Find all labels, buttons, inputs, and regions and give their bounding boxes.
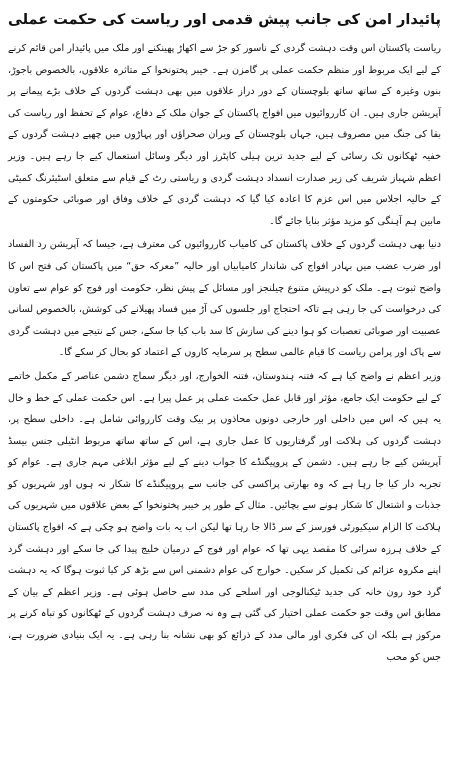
article-body bbox=[8, 38, 441, 668]
article-paragraph: ریاست پاکستان اس وقت دہشت گردی کے ناسور کو جڑ سے اکھاڑ پھینکنے اور ملک میں پائیدار امن قائم کرنے کے لیے ایک مربوط اور منظم حکمت عملی پر گامزن ہے۔ خیبر پختونخوا کے متاثرہ علاقوں، بالخصوص باجوڑ، بنوں وغیرہ کے ساتھ ساتھ بلوچستان کے دور دراز علاقوں میں بھی دہشت گردوں کے خلاف بڑے پیمانے پر آپریشن جاری ہیں۔ ان کارروائیوں میں افواج پاکستان کے جوان ملک کے دفاع، عوام کے تحفظ اور ریاست کی بقا کی جنگ میں مصروف ہیں، جہاں بلوچستان کے ویران صحراؤں اور پہاڑوں میں چھپے دہشت گردوں کے خفیہ ٹھکانوں تک رسائی کے لیے جدید ترین ہیلی کاپٹرز اور دیگر وسائل استعمال کیے جا رہے ہیں۔ وزیر اعظم شہباز شریف کی زیر صدارت انسداد دہشت گردی و ریاستی رٹ کے قیام سے متعلق اسٹیئرنگ کمیٹی کے حالیہ اجلاس میں اس عزم کا اعادہ کیا گیا کہ دہشت گردی کے خلاف وفاق اور صوبائی حکومتوں کے مابین ہم آہنگی کو مزید مؤثر بنایا جائے گا۔ bbox=[8, 43, 441, 227]
article-paragraph: وزیر اعظم نے واضح کیا ہے کہ فتنہ ہندوستان، فتنہ الخوارج، اور دیگر سماج دشمن عناصر کے مکمل خاتمے کے لیے حکومت ایک جامع، مؤثر اور قابل عمل حکمت عملی پر عمل پیرا ہے۔ اس حکمت عملی کے خط و خال یہ ہیں کہ اس میں داخلی اور خارجی دونوں محاذوں پر بیک وقت کارروائی شامل ہے۔ داخلی سطح پر، دہشت گردوں کی ہلاکت اور گرفتاریوں کا عمل جاری ہے، اس کے ساتھ ساتھ مربوط انٹیلی جنس بیسڈ آپریشن کیے جا رہے ہیں۔ دشمن کے پروپیگنڈے کا جواب دینے کے لیے مؤثر ابلاغی مہم جاری ہے۔ عوام کو تجربہ دار کیا جا رہا ہے کہ وہ بھارتی پراکسی کی جانب سے پروپیگنڈے کا شکار نہ ہوں اور شہریوں کو جذبات و اشتعال کا شکار ہونے سے بچائیں۔ مثال کے طور پر خیبر پختونخوا کے بعض علاقوں میں شہریوں کی ہلاکت کا الزام سیکیورٹی فورسز کے سر ڈالا جا رہا تھا لیکن اب یہ بات واضح ہو چکی ہے کہ افواج پاکستان کے خلاف ہرزہ سرائی کا مقصد یہی تھا کہ عوام اور فوج کے درمیان خلیج پیدا کی جا سکے اور دہشت گرد اپنے مکروہ عزائم کی تکمیل کر سکیں۔ خوارج کی عوام دشمنی اس سے بڑھ کر کیا ثبوت ہوگا کہ یہ دہشت گرد خود رون خانہ کی جدید ٹیکنالوجی اور اسلحے کی مدد سے حاصل ہوئی ہے۔ وزیر اعظم کے بیان کے مطابق اس وقت جو حکمت عملی اختیار کی گئی ہے وہ نہ صرف دہشت گردوں کے ٹھکانوں کو تباہ کرنے پر مرکوز ہے بلکہ ان کی فکری اور مالی مدد کے ذرائع کو بھی نشانہ بنا رہی ہے۔ یہ ایک بنیادی ضرورت ہے، جس کو محب bbox=[8, 370, 441, 663]
article-headline: پائیدار امن کی جانب پیش قدمی اور ریاست کی حکمت عملی bbox=[7, 12, 441, 28]
article-paragraph: دنیا بھی دہشت گردوں کے خلاف پاکستان کی کامیاب کارروائیوں کی معترف ہے، جیسا کہ آپریشن رد الفساد اور ضرب عضب میں بہادر افواج کی شاندار کامیابیاں اور حالیہ ”معرکہ حق“ میں پاکستان کی فتح اس کا واضح ثبوت ہے۔ ملک کو درپیش متنوع چیلنجز اور مسائل کے پیش نظر، حکومت اور فوج کو عوام سے تعاون کی درخواست کی جا رہی ہے تاکہ احتجاج اور جلسوں کی آڑ میں فساد پھیلانے کی کوشش، بالخصوص لسانی عصبیت اور صوبائی تعصبات کو ہوا دینے کی سازش کا سد باب کیا جا سکے، جس کے نتیجے میں دہشت گردی سے پاک اور پرامن ریاست کا قیام عالمی سطح پر سرمایہ کاروں کے اعتماد کو بحال کر سکے گا۔ bbox=[8, 239, 441, 359]
